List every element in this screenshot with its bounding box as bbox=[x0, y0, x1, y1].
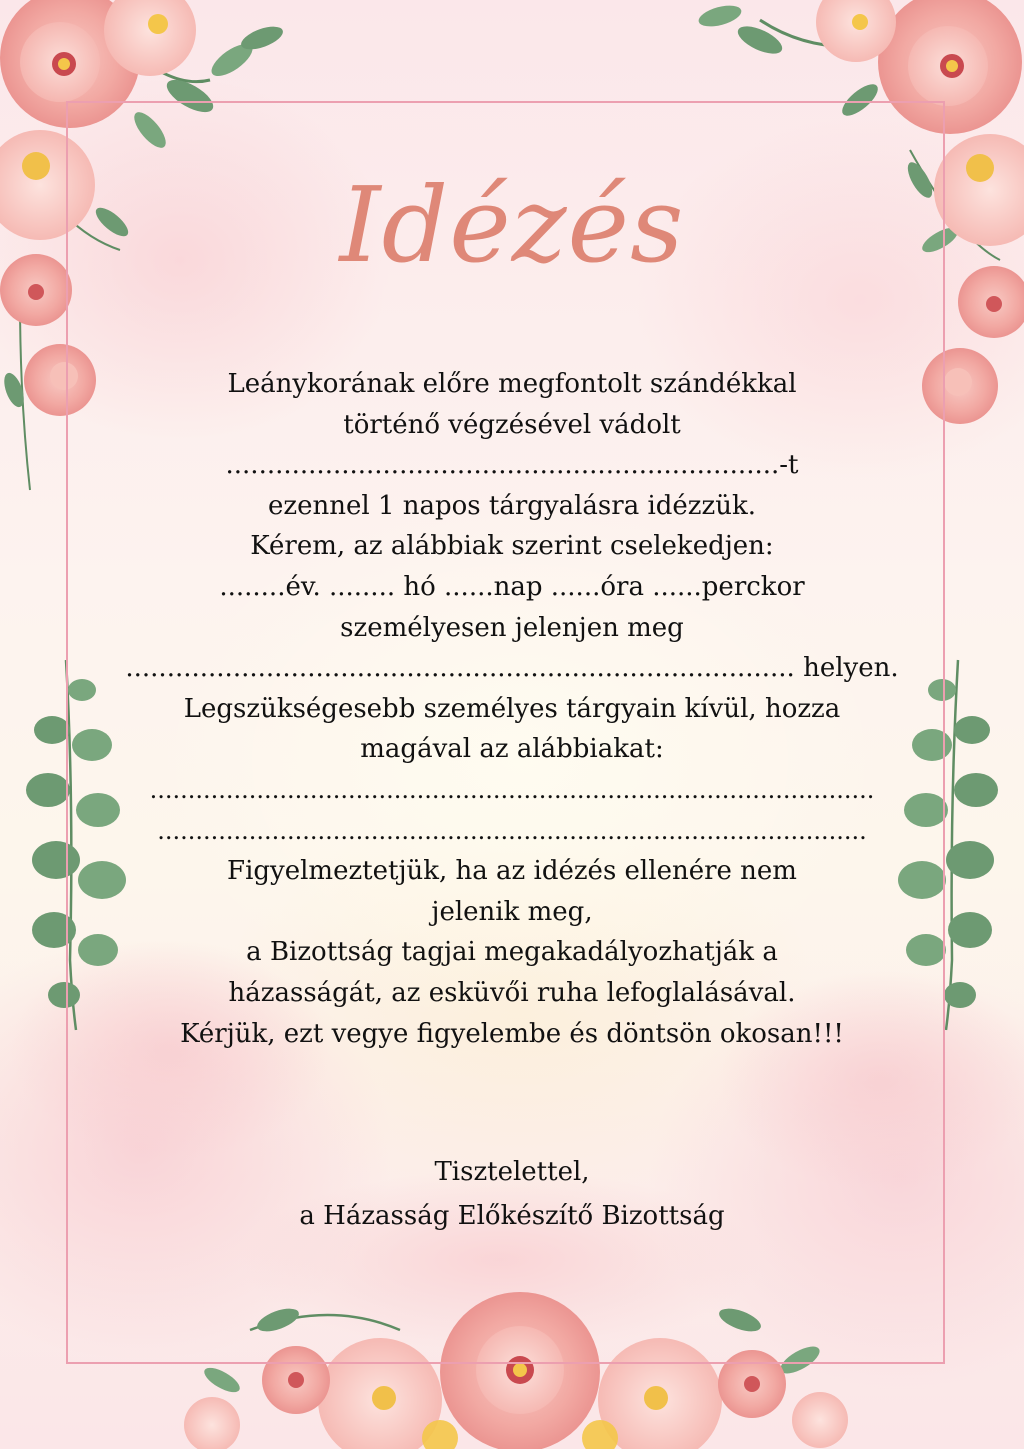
text-line: Kérem, az alábbiak szerint cselekedjen: bbox=[250, 531, 774, 562]
text-line: a Bizottság tagjai megakadályozhatják a bbox=[246, 937, 778, 968]
name-blank-line: ...................................................................-t bbox=[225, 450, 799, 481]
location-blank-line: ................................................................................. helyen. bbox=[125, 653, 899, 684]
text-line: Leánykorának előre megfontolt szándékkal bbox=[227, 369, 797, 399]
items-blank-line: ............................................................................................... bbox=[149, 775, 875, 804]
text-line: jelenik meg, bbox=[431, 896, 593, 927]
text-line: Figyelmeztetjük, ha az idézés ellenére nem bbox=[227, 856, 797, 887]
document-title: Idézés bbox=[339, 164, 685, 286]
text-line: személyesen jelenjen meg bbox=[340, 612, 684, 643]
items-blank-line: ............................................................................................. bbox=[157, 816, 867, 845]
text-line: történő végzésével vádolt bbox=[343, 409, 681, 440]
signature-text: a Házasság Előkészítő Bizottság bbox=[299, 1201, 725, 1231]
closing-text: Tisztelettel, bbox=[434, 1157, 590, 1187]
text-line: magával az alábbiakat: bbox=[360, 734, 664, 765]
signature-block bbox=[210, 1150, 814, 1238]
text-line: házasságát, az esküvői ruha lefoglalásával. bbox=[228, 977, 796, 1008]
text-line: ezennel 1 napos tárgyalásra idézzük. bbox=[268, 490, 756, 521]
summons-text bbox=[110, 364, 914, 1054]
text-line: Kérjük, ezt vegye figyelembe és döntsön okosan!!! bbox=[180, 1018, 844, 1049]
text-line: Legszükségesebb személyes tárgyain kívül, hozza bbox=[183, 693, 841, 724]
date-blank-line: ........év. ........ hó ......nap ......óra ......perckor bbox=[219, 571, 805, 602]
